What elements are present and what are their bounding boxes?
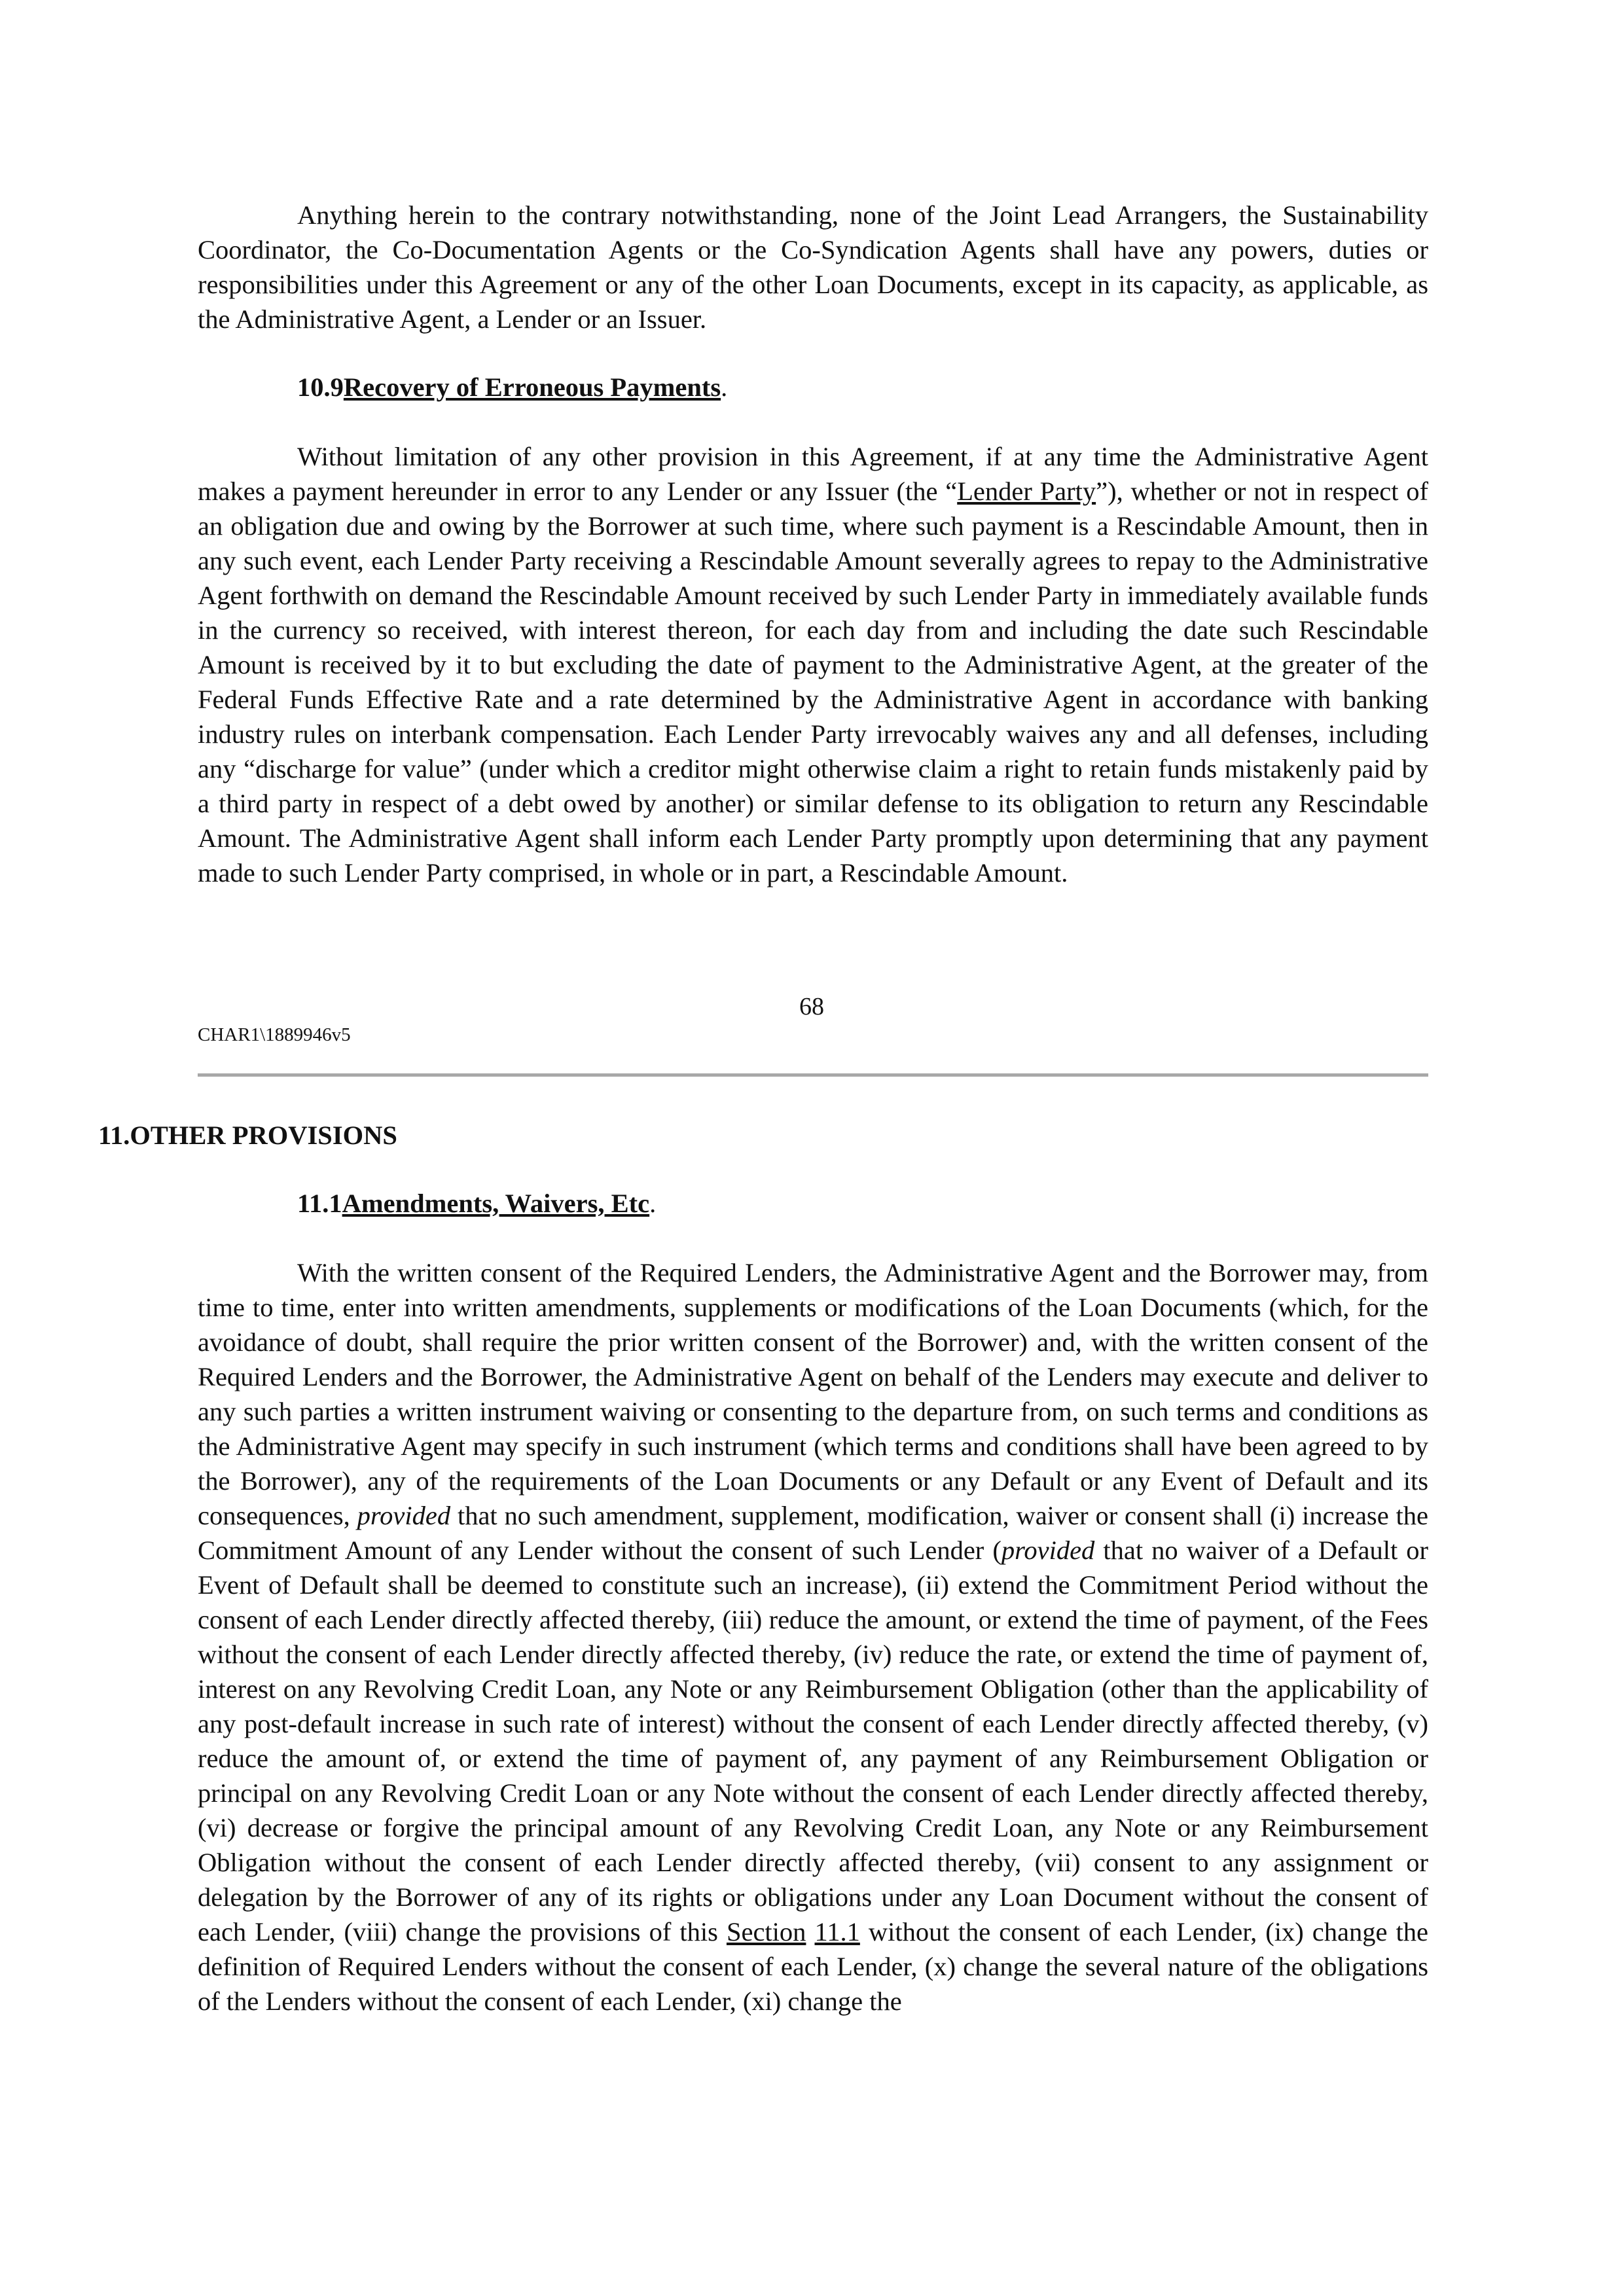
section-11-1-period: . — [649, 1189, 657, 1218]
paragraph-amendments — [198, 1255, 1428, 2018]
section-10-9-period: . — [721, 372, 728, 402]
section-11-1-heading — [297, 1186, 656, 1221]
paragraph-erroneous-payments-text-2: ”), whether or not in respect of an obligation due and owing by the Borrower at such time, where such payment is a Rescindable Amount, then in any such event, each Lender Party receiving a Rescindable Amount severally agrees to repay to the Administrative Agent forthwith on demand the Rescindable Amount received by such Lender Party in immediately available funds in the currency so received, with interest thereon, for each day from and including the date such Rescindable Amount is received by it to but excluding the date of payment to the Administrative Agent, at the greater of the Federal Funds Effective Rate and a rate determined by the Administrative Agent in accordance with banking industry rules on interbank compensation. Each Lender Party irrevocably waives any and all defenses, including any “discharge for value” (under which a creditor might otherwise claim a right to retain funds mistakenly paid by a third party in respect of a debt owed by another) or similar defense to its obligation to return any Rescindable Amount. The Administrative Agent shall inform each Lender Party promptly upon determining that any payment made to such Lender Party comprised, in whole or in part, a Rescindable Amount. — [198, 476, 1428, 888]
paragraph-amendments-text-4: without the consent of each Lender, (ix) change the definition of Required Lenders without the consent of each Lender, (x) change the several nature of the obligations of the Lenders without the consent of each Lender, (xi) change the — [198, 1917, 1429, 2016]
paragraph-erroneous-payments-text-1: Without limitation of any other provision in this Agreement, if at any time the Administrative Agent makes a payment hereunder in error to any Lender or any Issuer (the “ — [198, 442, 1428, 506]
cross-reference-section[interactable]: Section — [726, 1917, 806, 1946]
paragraph-amendments-text-3: that no waiver of a Default or Event of Default shall be deemed to constitute such an increase), (ii) extend the Commitment Period without the consent of each Lender directly affected thereby, (iii) reduce the amount, or extend the time of payment, of the Fees without the consent of each Lender directly affected thereby, (iv) reduce the rate, or extend the time of payment of, interest on any Revolving Credit Loan, any Note or any Reimbursement Obligation (other than the applicability of any post-default increase in such rate of interest) without the consent of each Lender directly affected thereby, (v) reduce the amount of, or extend the time of payment of, any payment of any Reimbursement Obligation or principal on any Revolving Credit Loan or any Note without the consent of each Lender directly affected thereby, (vi) decrease or forgive the principal amount of any Revolving Credit Loan, any Note or any Reimbursement Obligation without the consent of each Lender directly affected thereby, (vii) consent to any assignment or delegation by the Borrower of any of its rights or obligations under any Loan Document without the consent of each Lender, (viii) change the provisions of this — [198, 1535, 1428, 1946]
section-10-9-number: 10.9 — [297, 372, 344, 402]
defined-term-lender-party: Lender Party — [957, 476, 1096, 506]
page-number: 68 — [799, 993, 824, 1020]
article-11-heading: 11.OTHER PROVISIONS — [98, 1121, 397, 1150]
cross-reference-number[interactable]: 11.1 — [814, 1917, 860, 1946]
italic-provided-2: provided — [1001, 1535, 1095, 1565]
page-break-divider — [198, 1073, 1428, 1077]
italic-provided-1: provided — [357, 1501, 451, 1530]
section-11-1-number: 11.1 — [297, 1189, 342, 1218]
cross-reference-space — [806, 1917, 814, 1946]
section-11-1-title: Amendments, Waivers, Etc — [342, 1189, 650, 1218]
paragraph-erroneous-payments — [198, 439, 1428, 890]
paragraph-amendments-text-2: that no such amendment, supplement, modification, waiver or consent shall (i) increase the Commitment Amount of any Lender without the consent of such Lender ( — [198, 1501, 1428, 1565]
section-10-9-title: Recovery of Erroneous Payments — [343, 372, 721, 402]
paragraph-amendments-text-1: With the written consent of the Required Lenders, the Administrative Agent and the Borrower may, from time to time, enter into written amendments, supplements or modifications of the Loan Documents (which, for the avoidance of doubt, shall require the prior written consent of the Borrower) and, with the written consent of the Required Lenders and the Borrower, the Administrative Agent on behalf of the Lenders may execute and deliver to any such parties a written instrument waiving or consenting to the departure from, on such terms and conditions as the Administrative Agent may specify in such instrument (which terms and conditions shall have been agreed to by the Borrower), any of the requirements of the Loan Documents or any Default or any Event of Default and its consequences, — [198, 1258, 1428, 1530]
paragraph-joint-lead-arrangers: Anything herein to the contrary notwithstanding, none of the Joint Lead Arrangers, the Sustainability Coordinator, the Co-Documentation Agents or the Co-Syndication Agents shall have any powers, duties or responsibilities under this Agreement or any of the other Loan Documents, except in its capacity, as applicable, as the Administrative Agent, a Lender or an Issuer. — [198, 200, 1428, 334]
section-10-9-heading — [297, 370, 727, 404]
document-id: CHAR1\1889946v5 — [198, 1024, 351, 1045]
